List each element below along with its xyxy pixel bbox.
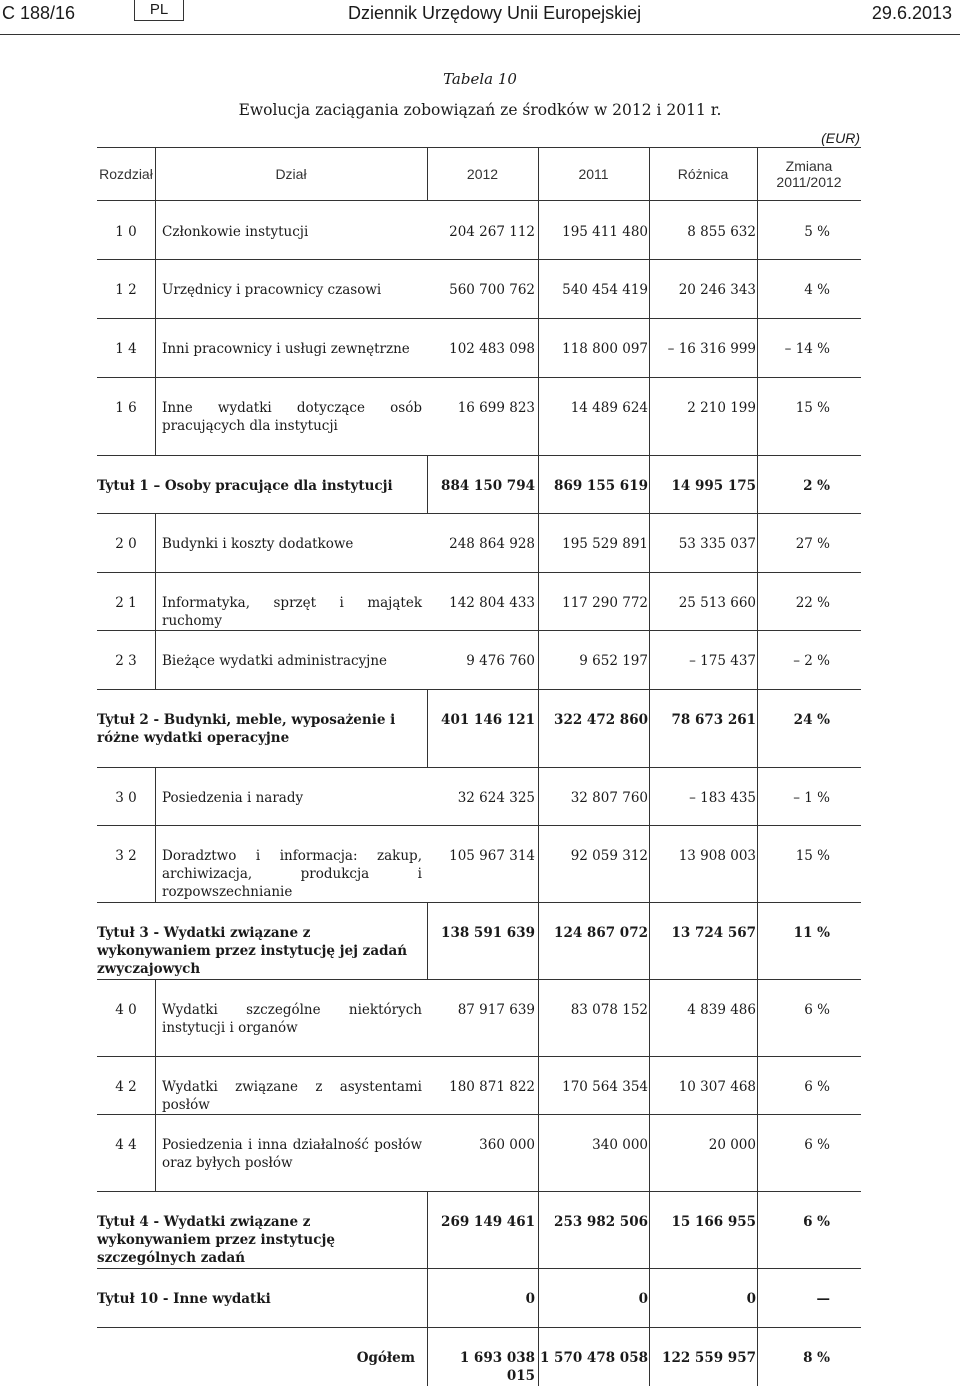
chapter-code: 4 2	[115, 1079, 137, 1095]
value-change: 6 %	[804, 1079, 830, 1095]
value-change: 4 %	[804, 282, 830, 298]
value-2012: 102 483 098	[449, 341, 535, 357]
division-name: Członkowie instytucji	[162, 224, 309, 240]
title-name: Tytuł 1 – Osoby pracujące dla instytucji	[97, 478, 393, 494]
value-2012: 204 267 112	[449, 224, 535, 240]
value-difference: 10 307 468	[678, 1079, 756, 1095]
value-change: 6 %	[804, 1002, 830, 1018]
title-name: Tytuł 3 - Wydatki związane z wykonywaniem przez instytucję jej zadań zwyczajowych	[97, 925, 408, 977]
grand-total-row	[97, 1327, 861, 1386]
value-2011: 0	[638, 1291, 648, 1307]
title-subtotal-row	[97, 455, 861, 513]
value-change: 11 %	[793, 925, 830, 941]
division-name: Wydatki szczególne niektórych instytucji i organów	[162, 1002, 422, 1036]
table-title: Ewolucja zaciągania zobowiązań ze środków w 2012 i 2011 r.	[238, 101, 722, 119]
value-2012: 16 699 823	[457, 400, 535, 416]
title-name: Tytuł 4 - Wydatki związane z wykonywaniem przez instytucję szczególnych zadań	[97, 1214, 335, 1266]
value-change: 6 %	[804, 1137, 830, 1153]
chapter-code: 3 0	[115, 790, 137, 806]
table-number: Tabela 10	[443, 70, 517, 88]
table-row	[97, 1056, 861, 1114]
table-row	[97, 979, 861, 1056]
table-row	[97, 767, 861, 825]
title-name: Tytuł 2 - Budynki, meble, wyposażenie i różne wydatki operacyjne	[97, 712, 396, 746]
value-2011: 869 155 619	[554, 478, 648, 494]
division-name: Doradztwo i informacja: zakup, archiwizacja, produkcja i rozpowszechnianie	[162, 848, 422, 900]
value-2012: 884 150 794	[441, 478, 535, 494]
title-subtotal-row	[97, 1191, 861, 1268]
value-2011: 540 454 419	[562, 282, 648, 298]
title-subtotal-row	[97, 1268, 861, 1327]
value-2012: 142 804 433	[449, 595, 535, 611]
chapter-code: 1 6	[115, 400, 137, 416]
chapter-code: 2 0	[115, 536, 137, 552]
division-name: Posiedzenia i narady	[162, 790, 304, 806]
value-change: 15 %	[795, 400, 830, 416]
value-change: 15 %	[795, 848, 830, 864]
value-difference: 15 166 955	[671, 1214, 756, 1230]
total-label: Ogółem	[356, 1350, 415, 1366]
value-2011: 322 472 860	[554, 712, 648, 728]
value-2012: 360 000	[479, 1137, 535, 1153]
value-2012: 269 149 461	[441, 1214, 535, 1230]
col-header-change: Zmiana 2011/2012	[776, 158, 842, 190]
chapter-code: 1 4	[115, 341, 137, 357]
chapter-code: 4 4	[115, 1137, 137, 1153]
page-number: C 188/16	[2, 3, 76, 23]
value-2011: 340 000	[592, 1137, 648, 1153]
value-2011: 1 570 478 058	[539, 1350, 648, 1366]
value-2012: 87 917 639	[457, 1002, 535, 1018]
value-difference: – 16 316 999	[667, 341, 756, 357]
value-2012: 138 591 639	[441, 925, 535, 941]
division-name: Urzędnicy i pracownicy czasowi	[162, 282, 382, 298]
value-2011: 195 529 891	[562, 536, 648, 552]
page-header	[0, 0, 960, 35]
value-2011: 117 290 772	[562, 595, 648, 611]
value-difference: 14 995 175	[671, 478, 756, 494]
value-difference: 13 908 003	[678, 848, 756, 864]
table-row	[97, 259, 861, 318]
table-row	[97, 318, 861, 377]
value-2011: 83 078 152	[570, 1002, 648, 1018]
value-difference: 13 724 567	[671, 925, 756, 941]
chapter-code: 2 3	[115, 653, 137, 669]
chapter-code: 4 0	[115, 1002, 137, 1018]
value-change: 27 %	[795, 536, 830, 552]
value-2012: 180 871 822	[449, 1079, 535, 1095]
value-difference: – 175 437	[689, 653, 756, 669]
value-change: 5 %	[804, 224, 830, 240]
value-change: – 14 %	[784, 341, 830, 357]
col-header-difference: Różnica	[677, 166, 729, 182]
chapter-code: 2 1	[115, 595, 137, 611]
value-2011: 14 489 624	[570, 400, 648, 416]
value-2012: 32 624 325	[457, 790, 535, 806]
currency-label: (EUR)	[821, 130, 860, 146]
value-change: —	[816, 1291, 830, 1307]
value-change: – 2 %	[793, 653, 830, 669]
table-row	[97, 513, 861, 572]
value-difference: 20 000	[708, 1137, 756, 1153]
value-difference: 25 513 660	[678, 595, 756, 611]
value-difference: 122 559 957	[662, 1350, 756, 1366]
value-2011: 9 652 197	[579, 653, 648, 669]
value-2012: 9 476 760	[466, 653, 535, 669]
value-difference: 4 839 486	[687, 1002, 756, 1018]
value-2012: 401 146 121	[441, 712, 535, 728]
value-change: 6 %	[803, 1214, 830, 1230]
publication-date: 29.6.2013	[871, 3, 952, 23]
col-header-chapter: Rozdział	[99, 166, 153, 182]
division-name: Bieżące wydatki administracyjne	[162, 653, 388, 669]
value-change: – 1 %	[793, 790, 830, 806]
value-change: 2 %	[803, 478, 830, 494]
value-difference: – 183 435	[689, 790, 756, 806]
chapter-code: 1 0	[115, 224, 137, 240]
value-change: 8 %	[803, 1350, 830, 1366]
value-2011: 92 059 312	[570, 848, 648, 864]
division-name: Budynki i koszty dodatkowe	[162, 536, 354, 552]
value-2012: 0	[525, 1291, 535, 1307]
language-badge: PL	[134, 0, 184, 21]
table-row	[97, 201, 861, 259]
division-name: Inni pracownicy i usługi zewnętrzne	[162, 341, 410, 357]
value-difference: 0	[746, 1291, 756, 1307]
table-row	[97, 1114, 861, 1191]
division-name: Posiedzenia i inna działalność posłów oraz byłych posłów	[162, 1137, 422, 1171]
value-2012: 105 967 314	[449, 848, 535, 864]
col-header-2011: 2011	[578, 166, 609, 182]
value-2011: 118 800 097	[562, 341, 648, 357]
value-2012: 560 700 762	[449, 282, 535, 298]
value-2011: 253 982 506	[554, 1214, 648, 1230]
journal-title: Dziennik Urzędowy Unii Europejskiej	[348, 3, 642, 23]
value-change: 22 %	[795, 595, 830, 611]
division-name: Informatyka, sprzęt i majątek ruchomy	[162, 595, 422, 629]
value-difference: 8 855 632	[687, 224, 756, 240]
value-difference: 2 210 199	[687, 400, 756, 416]
title-subtotal-row	[97, 689, 861, 767]
value-2012: 1 693 038 015	[459, 1350, 535, 1384]
chapter-code: 3 2	[115, 848, 137, 864]
value-2011: 32 807 760	[570, 790, 648, 806]
table-row	[97, 377, 861, 455]
value-difference: 53 335 037	[678, 536, 756, 552]
value-difference: 20 246 343	[678, 282, 756, 298]
title-name: Tytuł 10 - Inne wydatki	[97, 1291, 271, 1307]
value-2012: 248 864 928	[449, 536, 535, 552]
col-header-2012: 2012	[466, 166, 499, 182]
value-2011: 170 564 354	[562, 1079, 648, 1095]
chapter-code: 1 2	[115, 282, 137, 298]
title-subtotal-row	[97, 902, 861, 979]
value-change: 24 %	[793, 712, 830, 728]
value-2011: 195 411 480	[562, 224, 648, 240]
value-2011: 124 867 072	[554, 925, 648, 941]
table-row	[97, 825, 861, 902]
table-header	[97, 148, 861, 200]
col-header-division: Dział	[275, 166, 307, 182]
table-row	[97, 630, 861, 689]
value-difference: 78 673 261	[671, 712, 756, 728]
table-row	[97, 572, 861, 630]
division-name: Inne wydatki dotyczące osób pracujących dla instytucji	[162, 400, 422, 434]
division-name: Wydatki związane z asystentami posłów	[162, 1079, 422, 1113]
